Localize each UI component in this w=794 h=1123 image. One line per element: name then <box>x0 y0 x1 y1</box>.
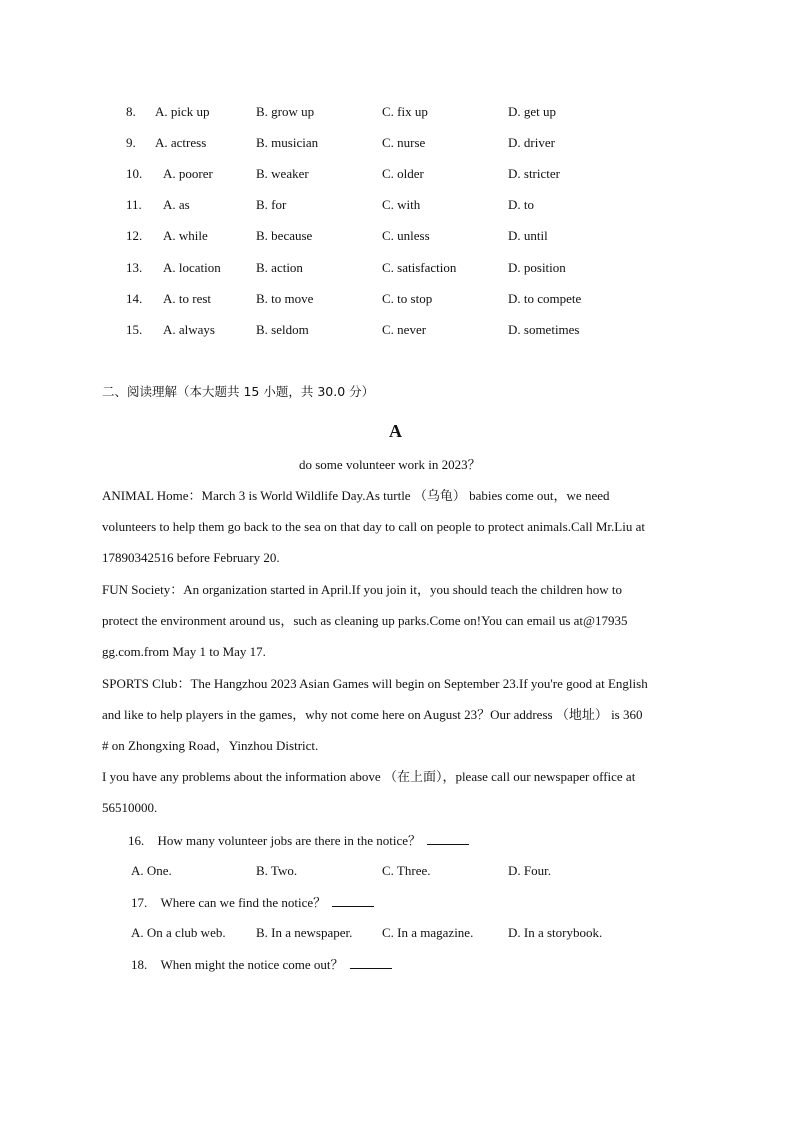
option-a: A. actress <box>155 135 207 150</box>
option-c: C. never <box>382 322 427 337</box>
option-b: B. weaker <box>256 166 309 181</box>
option-c: C. to stop <box>382 291 433 306</box>
option-d: D. to compete <box>508 291 582 306</box>
question-16 <box>128 832 469 849</box>
passage-line: I you have any problems about the information above （在上面），please call our newspaper office at <box>102 769 636 784</box>
option-d: D. get up <box>508 104 557 119</box>
question-number: 11. <box>126 197 142 212</box>
option-d: D. Four. <box>508 863 551 878</box>
passage-line: protect the environment around us，such as cleaning up parks.Come on!You can email us at@17935 <box>102 613 628 628</box>
answer-blank[interactable] <box>427 832 469 845</box>
question-number: 9. <box>126 135 136 150</box>
passage-line: gg.com.from May 1 to May 17. <box>102 644 266 659</box>
passage-letter: A <box>389 421 402 441</box>
passage-line: 17890342516 before February 20. <box>102 550 280 565</box>
option-d: D. stricter <box>508 166 560 181</box>
answer-blank[interactable] <box>350 956 392 969</box>
option-a: A. poorer <box>163 166 213 181</box>
answer-blank[interactable] <box>332 894 374 907</box>
passage-line: # on Zhongxing Road，Yinzhou District. <box>102 738 319 753</box>
passage-line: and like to help players in the games，why not come here on August 23？Our address （地址） is 360 <box>102 707 643 722</box>
question-17 <box>131 894 374 911</box>
question-number: 16. <box>128 833 145 848</box>
option-a: A. location <box>163 260 221 275</box>
question-number: 8. <box>126 104 136 119</box>
option-a: A. One. <box>131 863 172 878</box>
passage-line: FUN Society：An organization started in April.If you join it，you should teach the children how to <box>102 582 623 597</box>
option-a: A. pick up <box>155 104 210 119</box>
option-a: A. On a club web. <box>131 925 226 940</box>
option-c: C. nurse <box>382 135 426 150</box>
passage-title: do some volunteer work in 2023？ <box>299 457 481 472</box>
option-a: A. always <box>163 322 215 337</box>
option-d: D. position <box>508 260 566 275</box>
option-b: B. Two. <box>256 863 298 878</box>
option-c: C. unless <box>382 228 430 243</box>
option-b: B. grow up <box>256 104 315 119</box>
question-text: When might the notice come out？ <box>160 957 344 972</box>
option-b: B. action <box>256 260 303 275</box>
option-d: D. In a storybook. <box>508 925 603 940</box>
question-text: Where can we find the notice？ <box>160 895 327 910</box>
question-18 <box>131 956 392 973</box>
question-number: 14. <box>126 291 143 306</box>
option-c: C. satisfaction <box>382 260 457 275</box>
option-b: B. for <box>256 197 287 212</box>
option-d: D. until <box>508 228 548 243</box>
option-d: D. sometimes <box>508 322 580 337</box>
question-number: 15. <box>126 322 143 337</box>
option-c: C. Three. <box>382 863 431 878</box>
question-text: How many volunteer jobs are there in the notice？ <box>157 833 422 848</box>
question-number: 12. <box>126 228 143 243</box>
option-c: C. In a magazine. <box>382 925 474 940</box>
option-c: C. fix up <box>382 104 428 119</box>
question-number: 18. <box>131 957 148 972</box>
option-c: C. older <box>382 166 424 181</box>
option-b: B. because <box>256 228 313 243</box>
option-a: A. as <box>163 197 190 212</box>
question-number: 17. <box>131 895 148 910</box>
passage-line: SPORTS Club：The Hangzhou 2023 Asian Games will begin on September 23.If you're good at English <box>102 676 648 691</box>
option-b: B. In a newspaper. <box>256 925 353 940</box>
option-a: A. to rest <box>163 291 212 306</box>
option-b: B. to move <box>256 291 314 306</box>
section-heading: 二、阅读理解（本大题共 15 小题，共 30.0 分） <box>102 384 375 399</box>
passage-line: 56510000. <box>102 800 158 815</box>
passage-line: volunteers to help them go back to the sea on that day to call on people to protect animals.Call Mr.Liu at <box>102 519 645 534</box>
question-number: 13. <box>126 260 143 275</box>
option-b: B. musician <box>256 135 319 150</box>
question-number: 10. <box>126 166 143 181</box>
option-b: B. seldom <box>256 322 309 337</box>
option-a: A. while <box>163 228 208 243</box>
option-c: C. with <box>382 197 421 212</box>
option-d: D. to <box>508 197 534 212</box>
option-d: D. driver <box>508 135 555 150</box>
passage-line: ANIMAL Home：March 3 is World Wildlife Day.As turtle （乌龟） babies come out，we need <box>102 488 610 503</box>
